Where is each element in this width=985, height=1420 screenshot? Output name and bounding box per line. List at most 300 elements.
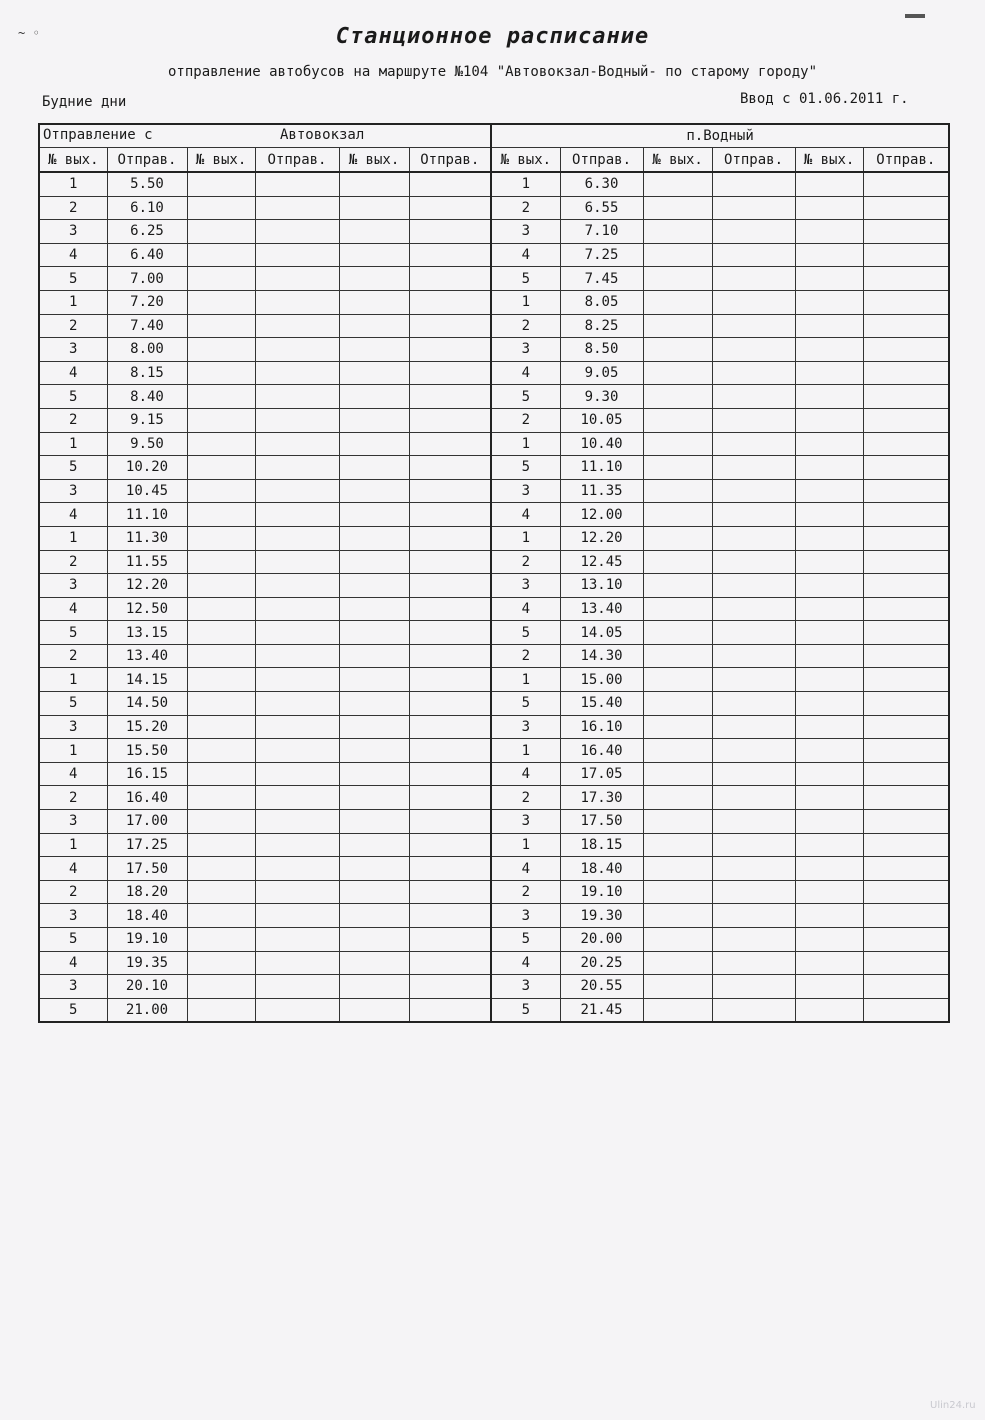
table-row xyxy=(39,810,949,834)
empty-cell xyxy=(643,833,712,857)
b-run-number: 1 xyxy=(491,432,560,456)
col-header-no: № вых. xyxy=(187,148,255,173)
empty-cell xyxy=(863,739,949,763)
a-run-number: 1 xyxy=(39,739,107,763)
empty-cell xyxy=(255,786,339,810)
empty-cell xyxy=(795,998,863,1022)
empty-cell xyxy=(339,904,409,928)
col-header-no: № вых. xyxy=(339,148,409,173)
empty-cell xyxy=(255,762,339,786)
empty-cell xyxy=(187,196,255,220)
table-row xyxy=(39,715,949,739)
a-departure-time: 21.00 xyxy=(107,998,187,1022)
table-row xyxy=(39,479,949,503)
empty-cell xyxy=(409,880,491,904)
empty-cell xyxy=(643,243,712,267)
empty-cell xyxy=(187,998,255,1022)
a-run-number: 4 xyxy=(39,762,107,786)
b-departure-time: 15.40 xyxy=(560,692,643,716)
empty-cell xyxy=(863,574,949,598)
empty-cell xyxy=(187,880,255,904)
empty-cell xyxy=(795,904,863,928)
empty-cell xyxy=(255,951,339,975)
empty-cell xyxy=(255,503,339,527)
a-departure-time: 15.20 xyxy=(107,715,187,739)
empty-cell xyxy=(643,220,712,244)
empty-cell xyxy=(409,998,491,1022)
empty-cell xyxy=(339,267,409,291)
table-row xyxy=(39,550,949,574)
b-departure-time: 12.00 xyxy=(560,503,643,527)
b-departure-time: 12.20 xyxy=(560,526,643,550)
b-departure-time: 17.30 xyxy=(560,786,643,810)
table-row xyxy=(39,762,949,786)
b-run-number: 3 xyxy=(491,574,560,598)
b-run-number: 4 xyxy=(491,857,560,881)
a-run-number: 5 xyxy=(39,385,107,409)
a-departure-time: 12.50 xyxy=(107,597,187,621)
empty-cell xyxy=(255,432,339,456)
empty-cell xyxy=(712,550,795,574)
empty-cell xyxy=(863,880,949,904)
empty-cell xyxy=(712,385,795,409)
a-run-number: 2 xyxy=(39,550,107,574)
empty-cell xyxy=(339,479,409,503)
col-header-dep: Отправ. xyxy=(107,148,187,173)
a-run-number: 4 xyxy=(39,243,107,267)
empty-cell xyxy=(643,668,712,692)
a-run-number: 2 xyxy=(39,314,107,338)
empty-cell xyxy=(795,456,863,480)
empty-cell xyxy=(863,810,949,834)
empty-cell xyxy=(187,408,255,432)
empty-cell xyxy=(187,621,255,645)
b-run-number: 2 xyxy=(491,196,560,220)
b-run-number: 5 xyxy=(491,692,560,716)
empty-cell xyxy=(409,550,491,574)
empty-cell xyxy=(643,597,712,621)
col-header-no: № вых. xyxy=(643,148,712,173)
empty-cell xyxy=(643,385,712,409)
table-row xyxy=(39,243,949,267)
a-run-number: 5 xyxy=(39,998,107,1022)
empty-cell xyxy=(863,479,949,503)
empty-cell xyxy=(795,314,863,338)
empty-cell xyxy=(409,267,491,291)
b-departure-time: 18.15 xyxy=(560,833,643,857)
a-run-number: 4 xyxy=(39,951,107,975)
empty-cell xyxy=(187,432,255,456)
col-header-dep: Отправ. xyxy=(409,148,491,173)
empty-cell xyxy=(339,314,409,338)
empty-cell xyxy=(255,550,339,574)
empty-cell xyxy=(712,432,795,456)
empty-cell xyxy=(409,526,491,550)
empty-cell xyxy=(255,621,339,645)
empty-cell xyxy=(863,762,949,786)
empty-cell xyxy=(255,314,339,338)
table-row xyxy=(39,621,949,645)
empty-cell xyxy=(712,928,795,952)
empty-cell xyxy=(255,928,339,952)
empty-cell xyxy=(187,904,255,928)
empty-cell xyxy=(863,456,949,480)
table-row xyxy=(39,385,949,409)
empty-cell xyxy=(409,432,491,456)
empty-cell xyxy=(863,361,949,385)
b-departure-time: 14.05 xyxy=(560,621,643,645)
empty-cell xyxy=(339,361,409,385)
empty-cell xyxy=(712,574,795,598)
empty-cell xyxy=(712,290,795,314)
empty-cell xyxy=(712,810,795,834)
empty-cell xyxy=(643,928,712,952)
a-departure-time: 7.40 xyxy=(107,314,187,338)
route-subtitle: отправление автобусов на маршруте №104 "Автовокзал-Водный- по старому городу" xyxy=(167,64,817,80)
empty-cell xyxy=(863,715,949,739)
empty-cell xyxy=(712,904,795,928)
a-run-number: 5 xyxy=(39,621,107,645)
empty-cell xyxy=(339,220,409,244)
station-a-header xyxy=(39,124,491,148)
empty-cell xyxy=(795,975,863,999)
b-run-number: 4 xyxy=(491,762,560,786)
empty-cell xyxy=(409,290,491,314)
empty-cell xyxy=(409,928,491,952)
empty-cell xyxy=(339,644,409,668)
empty-cell xyxy=(712,998,795,1022)
empty-cell xyxy=(863,432,949,456)
empty-cell xyxy=(795,361,863,385)
b-run-number: 5 xyxy=(491,385,560,409)
empty-cell xyxy=(339,810,409,834)
a-departure-time: 18.20 xyxy=(107,880,187,904)
empty-cell xyxy=(339,196,409,220)
empty-cell xyxy=(643,715,712,739)
b-run-number: 4 xyxy=(491,597,560,621)
b-run-number: 3 xyxy=(491,715,560,739)
empty-cell xyxy=(643,975,712,999)
empty-cell xyxy=(863,644,949,668)
empty-cell xyxy=(187,314,255,338)
empty-cell xyxy=(643,361,712,385)
empty-cell xyxy=(795,574,863,598)
empty-cell xyxy=(712,715,795,739)
table-row xyxy=(39,338,949,362)
col-header-no: № вых. xyxy=(795,148,863,173)
table-row xyxy=(39,432,949,456)
empty-cell xyxy=(795,668,863,692)
empty-cell xyxy=(409,408,491,432)
empty-cell xyxy=(339,526,409,550)
b-departure-time: 13.40 xyxy=(560,597,643,621)
table-row xyxy=(39,975,949,999)
empty-cell xyxy=(409,172,491,196)
a-departure-time: 14.15 xyxy=(107,668,187,692)
table-row xyxy=(39,786,949,810)
b-run-number: 2 xyxy=(491,408,560,432)
b-departure-time: 14.30 xyxy=(560,644,643,668)
empty-cell xyxy=(255,975,339,999)
a-departure-time: 19.10 xyxy=(107,928,187,952)
b-run-number: 2 xyxy=(491,314,560,338)
empty-cell xyxy=(863,526,949,550)
page-title: Станционное расписание xyxy=(335,24,650,49)
empty-cell xyxy=(187,833,255,857)
days-label: Будние дни xyxy=(42,94,127,110)
empty-cell xyxy=(409,338,491,362)
empty-cell xyxy=(712,314,795,338)
b-run-number: 4 xyxy=(491,951,560,975)
empty-cell xyxy=(863,220,949,244)
empty-cell xyxy=(863,668,949,692)
empty-cell xyxy=(409,503,491,527)
empty-cell xyxy=(339,762,409,786)
b-departure-time: 11.35 xyxy=(560,479,643,503)
empty-cell xyxy=(795,833,863,857)
a-departure-time: 9.50 xyxy=(107,432,187,456)
a-departure-time: 6.10 xyxy=(107,196,187,220)
empty-cell xyxy=(255,574,339,598)
empty-cell xyxy=(643,172,712,196)
a-departure-time: 11.30 xyxy=(107,526,187,550)
empty-cell xyxy=(863,550,949,574)
empty-cell xyxy=(795,715,863,739)
a-departure-time: 8.40 xyxy=(107,385,187,409)
empty-cell xyxy=(187,928,255,952)
empty-cell xyxy=(255,526,339,550)
empty-cell xyxy=(863,833,949,857)
empty-cell xyxy=(187,479,255,503)
empty-cell xyxy=(409,975,491,999)
empty-cell xyxy=(712,479,795,503)
a-departure-time: 13.15 xyxy=(107,621,187,645)
a-departure-time: 6.40 xyxy=(107,243,187,267)
a-run-number: 1 xyxy=(39,526,107,550)
empty-cell xyxy=(187,220,255,244)
empty-cell xyxy=(187,267,255,291)
col-header-no: № вых. xyxy=(491,148,560,173)
empty-cell xyxy=(712,408,795,432)
empty-cell xyxy=(795,196,863,220)
empty-cell xyxy=(712,786,795,810)
empty-cell xyxy=(187,857,255,881)
a-run-number: 5 xyxy=(39,692,107,716)
empty-cell xyxy=(643,762,712,786)
empty-cell xyxy=(643,314,712,338)
empty-cell xyxy=(712,857,795,881)
a-departure-time: 10.45 xyxy=(107,479,187,503)
empty-cell xyxy=(409,904,491,928)
empty-cell xyxy=(643,550,712,574)
empty-cell xyxy=(712,267,795,291)
table-row xyxy=(39,739,949,763)
empty-cell xyxy=(255,810,339,834)
empty-cell xyxy=(863,290,949,314)
empty-cell xyxy=(187,597,255,621)
empty-cell xyxy=(795,479,863,503)
empty-cell xyxy=(643,644,712,668)
empty-cell xyxy=(255,243,339,267)
empty-cell xyxy=(187,715,255,739)
b-run-number: 2 xyxy=(491,550,560,574)
empty-cell xyxy=(187,739,255,763)
a-departure-time: 17.50 xyxy=(107,857,187,881)
table-row xyxy=(39,928,949,952)
empty-cell xyxy=(339,739,409,763)
b-departure-time: 7.10 xyxy=(560,220,643,244)
empty-cell xyxy=(339,857,409,881)
empty-cell xyxy=(409,361,491,385)
a-departure-time: 7.00 xyxy=(107,267,187,291)
empty-cell xyxy=(339,668,409,692)
empty-cell xyxy=(255,456,339,480)
empty-cell xyxy=(643,503,712,527)
column-header-row xyxy=(39,148,949,173)
b-run-number: 1 xyxy=(491,833,560,857)
empty-cell xyxy=(712,338,795,362)
empty-cell xyxy=(795,220,863,244)
col-header-dep: Отправ. xyxy=(560,148,643,173)
empty-cell xyxy=(863,196,949,220)
empty-cell xyxy=(255,998,339,1022)
empty-cell xyxy=(863,385,949,409)
b-departure-time: 17.05 xyxy=(560,762,643,786)
a-run-number: 5 xyxy=(39,928,107,952)
empty-cell xyxy=(255,220,339,244)
empty-cell xyxy=(795,644,863,668)
empty-cell xyxy=(409,810,491,834)
empty-cell xyxy=(187,786,255,810)
table-row xyxy=(39,220,949,244)
b-run-number: 5 xyxy=(491,621,560,645)
table-row xyxy=(39,172,949,196)
a-departure-time: 5.50 xyxy=(107,172,187,196)
b-departure-time: 8.05 xyxy=(560,290,643,314)
b-run-number: 2 xyxy=(491,644,560,668)
empty-cell xyxy=(339,833,409,857)
b-run-number: 2 xyxy=(491,880,560,904)
empty-cell xyxy=(339,432,409,456)
a-departure-time: 17.25 xyxy=(107,833,187,857)
empty-cell xyxy=(339,597,409,621)
empty-cell xyxy=(643,880,712,904)
a-departure-time: 14.50 xyxy=(107,692,187,716)
a-run-number: 3 xyxy=(39,338,107,362)
empty-cell xyxy=(795,880,863,904)
b-run-number: 5 xyxy=(491,998,560,1022)
empty-cell xyxy=(409,668,491,692)
empty-cell xyxy=(712,644,795,668)
empty-cell xyxy=(187,574,255,598)
empty-cell xyxy=(795,338,863,362)
a-departure-time: 16.15 xyxy=(107,762,187,786)
empty-cell xyxy=(339,880,409,904)
col-header-no: № вых. xyxy=(39,148,107,173)
empty-cell xyxy=(712,692,795,716)
b-departure-time: 6.30 xyxy=(560,172,643,196)
empty-cell xyxy=(409,762,491,786)
empty-cell xyxy=(409,220,491,244)
empty-cell xyxy=(643,267,712,291)
empty-cell xyxy=(643,810,712,834)
b-run-number: 4 xyxy=(491,361,560,385)
b-run-number: 5 xyxy=(491,267,560,291)
empty-cell xyxy=(339,408,409,432)
a-run-number: 4 xyxy=(39,361,107,385)
table-row xyxy=(39,904,949,928)
empty-cell xyxy=(795,267,863,291)
empty-cell xyxy=(409,833,491,857)
empty-cell xyxy=(339,456,409,480)
empty-cell xyxy=(712,621,795,645)
empty-cell xyxy=(339,338,409,362)
empty-cell xyxy=(712,526,795,550)
b-run-number: 4 xyxy=(491,243,560,267)
b-run-number: 2 xyxy=(491,786,560,810)
empty-cell xyxy=(863,975,949,999)
empty-cell xyxy=(339,243,409,267)
b-run-number: 3 xyxy=(491,975,560,999)
b-run-number: 1 xyxy=(491,739,560,763)
empty-cell xyxy=(187,361,255,385)
empty-cell xyxy=(255,290,339,314)
a-run-number: 3 xyxy=(39,220,107,244)
empty-cell xyxy=(643,196,712,220)
empty-cell xyxy=(409,196,491,220)
empty-cell xyxy=(863,951,949,975)
empty-cell xyxy=(187,338,255,362)
empty-cell xyxy=(795,786,863,810)
a-run-number: 1 xyxy=(39,432,107,456)
b-run-number: 1 xyxy=(491,172,560,196)
a-run-number: 5 xyxy=(39,267,107,291)
table-row xyxy=(39,574,949,598)
table-row xyxy=(39,408,949,432)
empty-cell xyxy=(409,574,491,598)
empty-cell xyxy=(255,739,339,763)
empty-cell xyxy=(339,550,409,574)
empty-cell xyxy=(409,597,491,621)
empty-cell xyxy=(643,739,712,763)
b-departure-time: 15.00 xyxy=(560,668,643,692)
b-departure-time: 19.10 xyxy=(560,880,643,904)
a-run-number: 3 xyxy=(39,810,107,834)
empty-cell xyxy=(339,715,409,739)
empty-cell xyxy=(795,621,863,645)
empty-cell xyxy=(712,196,795,220)
a-run-number: 2 xyxy=(39,880,107,904)
table-row xyxy=(39,833,949,857)
empty-cell xyxy=(863,408,949,432)
b-departure-time: 16.10 xyxy=(560,715,643,739)
b-departure-time: 20.25 xyxy=(560,951,643,975)
empty-cell xyxy=(795,951,863,975)
empty-cell xyxy=(795,692,863,716)
empty-cell xyxy=(712,880,795,904)
a-run-number: 4 xyxy=(39,503,107,527)
empty-cell xyxy=(187,668,255,692)
empty-cell xyxy=(255,904,339,928)
table-row xyxy=(39,668,949,692)
b-run-number: 3 xyxy=(491,810,560,834)
empty-cell xyxy=(187,290,255,314)
b-run-number: 3 xyxy=(491,220,560,244)
a-departure-time: 19.35 xyxy=(107,951,187,975)
empty-cell xyxy=(187,503,255,527)
empty-cell xyxy=(339,621,409,645)
empty-cell xyxy=(255,361,339,385)
